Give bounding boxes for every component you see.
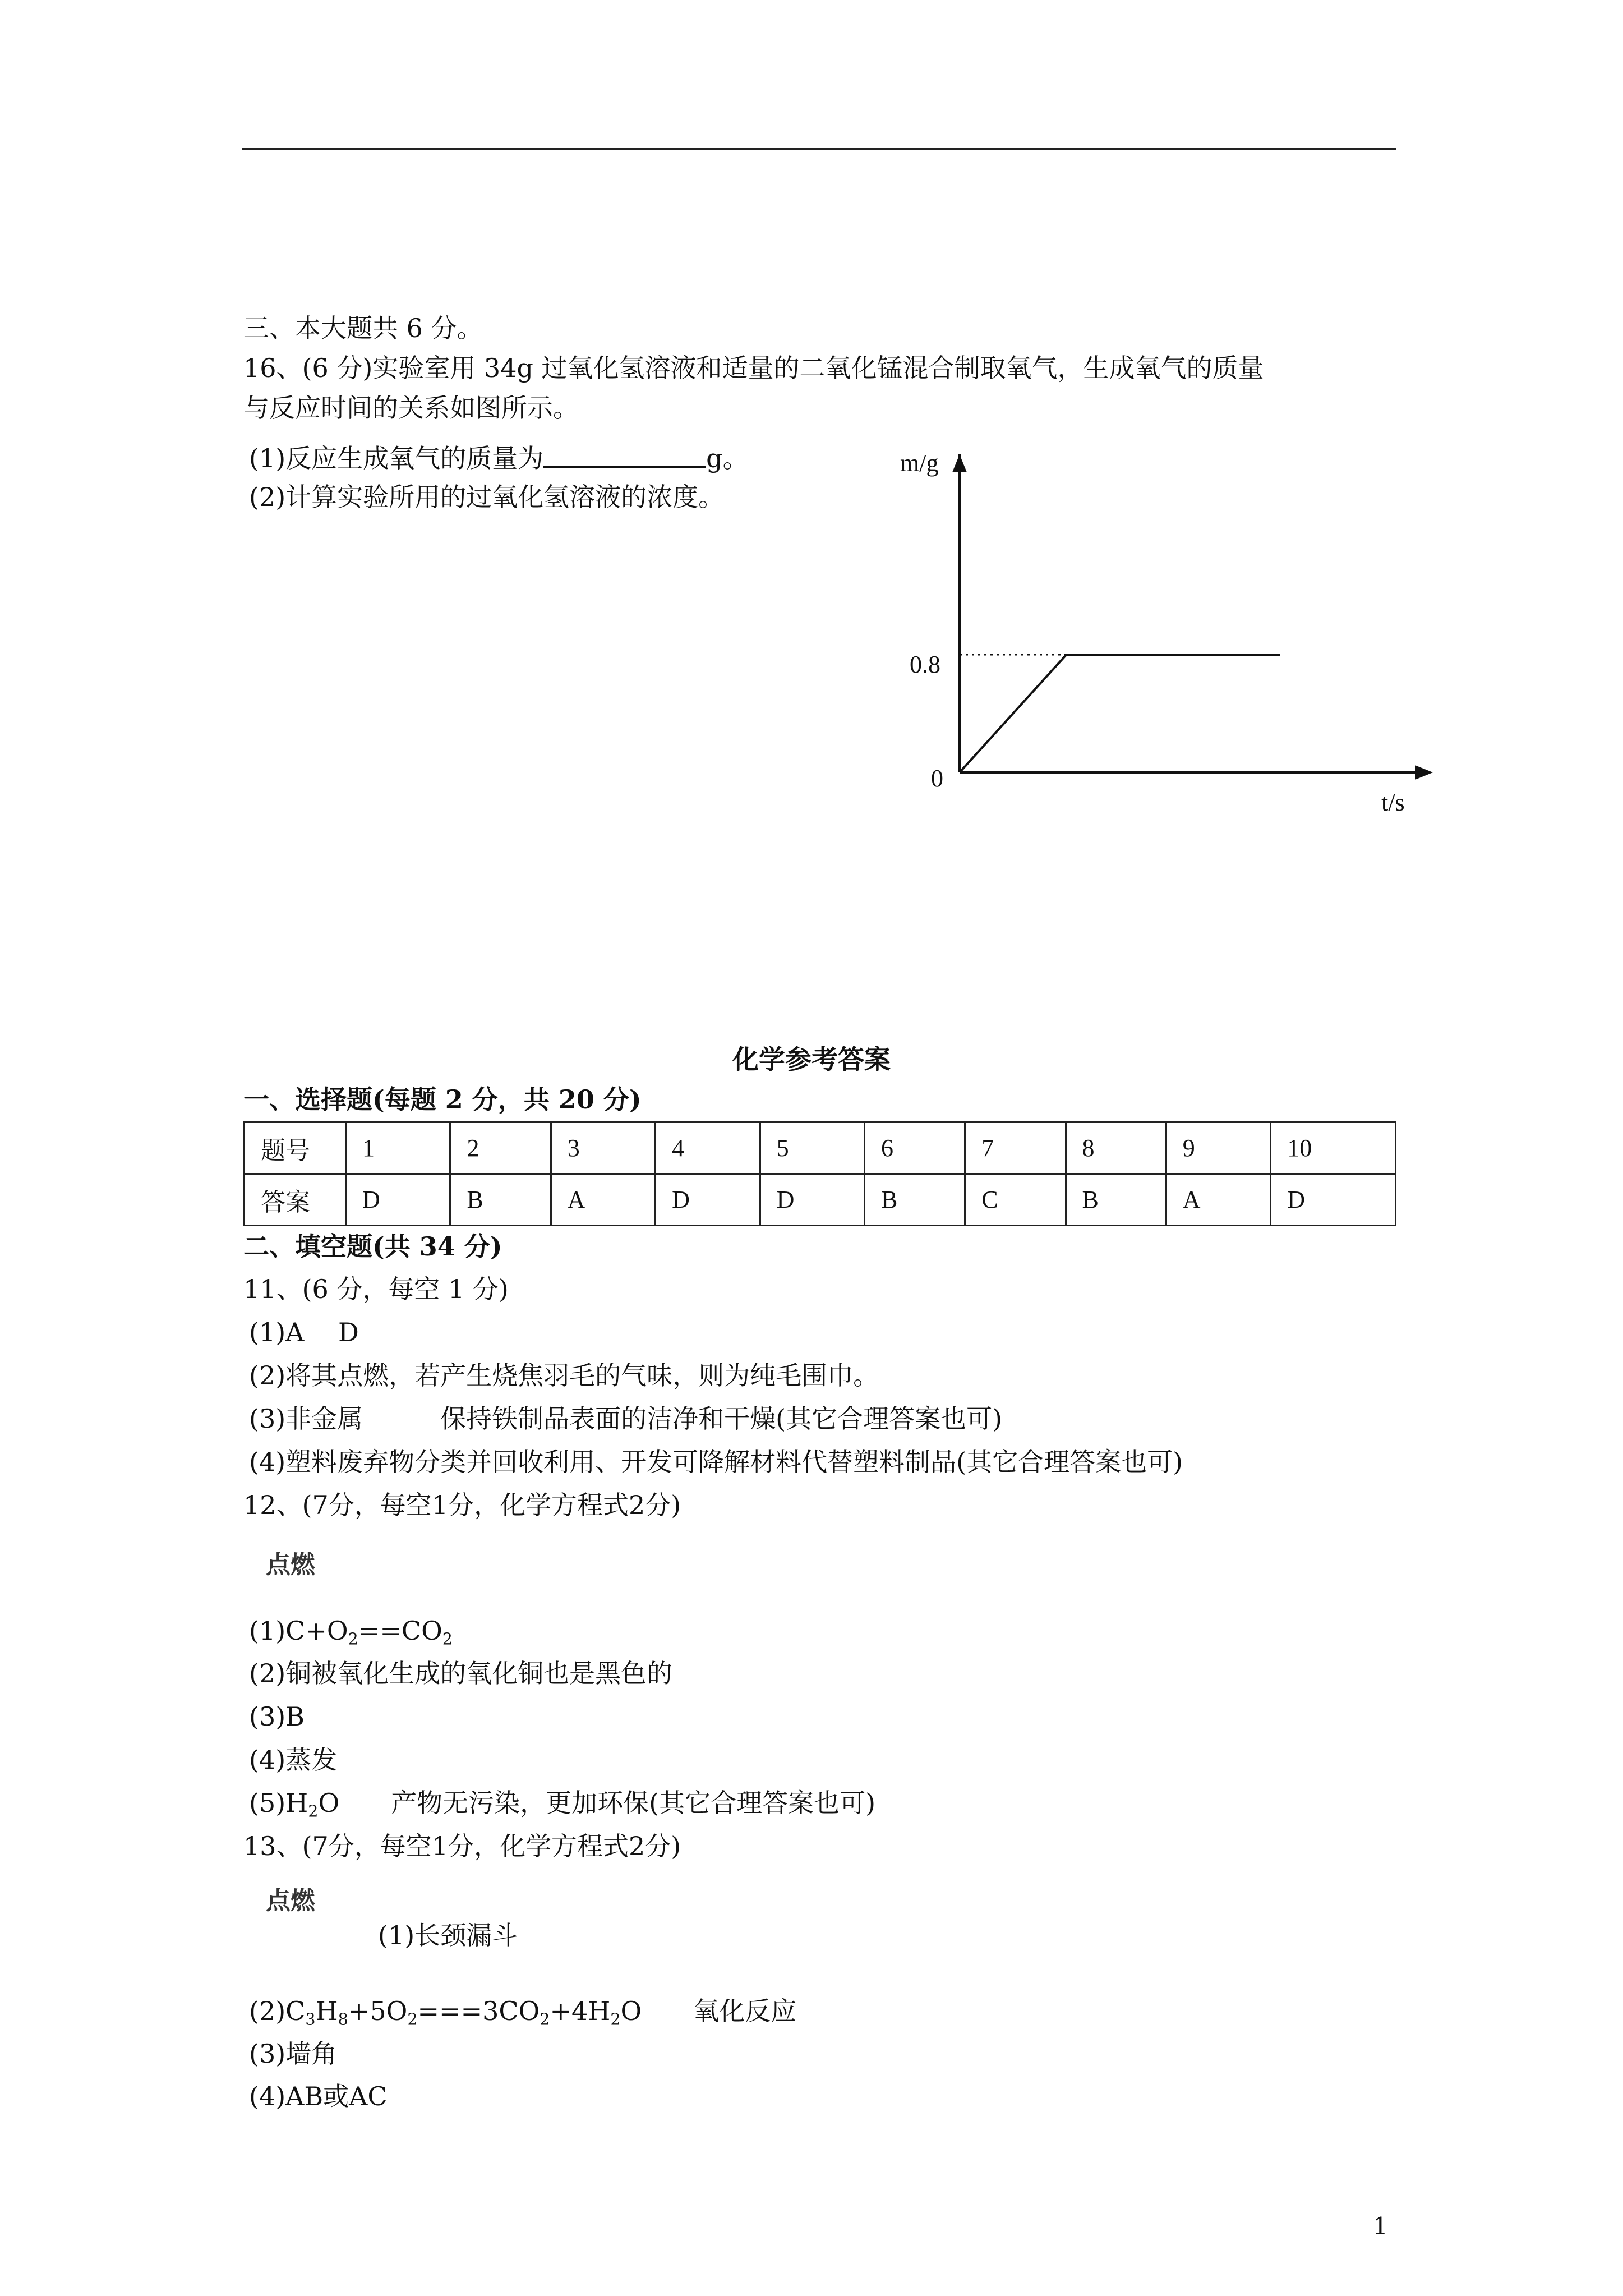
y-axis-label: m/g xyxy=(900,449,939,477)
oxygen-mass-time-chart xyxy=(864,438,1447,841)
origin-label: 0 xyxy=(931,765,943,792)
q13-answer-3: (3)墙角 xyxy=(249,2039,338,2069)
section-one-heading: 一、选择题(每题 2 分，共 20 分) xyxy=(243,1084,642,1115)
subscript: 3 xyxy=(305,2010,316,2029)
table-cell: A xyxy=(551,1174,655,1226)
subscript: 2 xyxy=(407,2010,418,2029)
q12-answer-3: (3)B xyxy=(249,1701,305,1732)
table-cell: 9 xyxy=(1166,1122,1270,1174)
q12-answer-4: (4)蒸发 xyxy=(249,1745,338,1775)
q12-answer-2: (2)铜被氧化生成的氧化铜也是黑色的 xyxy=(249,1658,673,1688)
page-number: 1 xyxy=(1373,2212,1388,2240)
q13-header: 13、(7分，每空1分，化学方程式2分) xyxy=(243,1831,681,1861)
q11-answer-4: (4)塑料废弃物分类并回收利用、开发可降解材料代替塑料制品(其它合理答案也可) xyxy=(249,1447,1183,1477)
q13-answer-4: (4)AB或AC xyxy=(249,2081,388,2111)
table-cell: 4 xyxy=(656,1122,760,1174)
equation-part: (2)C xyxy=(249,1996,306,2026)
table-cell: D xyxy=(656,1174,760,1226)
q12-header: 12、(7分，每空1分，化学方程式2分) xyxy=(243,1490,681,1520)
equation-part: O 氧化反应 xyxy=(620,1996,797,2026)
table-cell: C xyxy=(965,1174,1066,1226)
subscript: 2 xyxy=(540,2010,550,2029)
equation-part: (5)H xyxy=(249,1788,308,1818)
q13-ignite-condition: 点燃 xyxy=(266,1887,315,1915)
table-header-cell: 答案 xyxy=(245,1174,346,1226)
subscript: 2 xyxy=(348,1630,358,1649)
q16-intro-line1: 16、(6 分)实验室用 34g 过氧化氢溶液和适量的二氧化锰混合制取氧气，生成氧气的质量 xyxy=(243,353,1264,383)
table-cell: D xyxy=(346,1174,450,1226)
subscript: 2 xyxy=(610,2010,621,2029)
table-cell: 8 xyxy=(1066,1122,1166,1174)
equation-part: H xyxy=(315,1996,338,2026)
q13-answer-2 xyxy=(249,1994,796,2028)
table-row xyxy=(245,1122,1396,1174)
q11-header: 11、(6 分，每空 1 分) xyxy=(243,1274,509,1304)
table-cell: 5 xyxy=(760,1122,864,1174)
section-two-heading: 二、填空题(共 34 分) xyxy=(243,1231,502,1262)
table-cell: B xyxy=(450,1174,551,1226)
table-cell: B xyxy=(865,1174,965,1226)
q13-answer-1: (1)长颈漏斗 xyxy=(378,1920,518,1950)
table-cell: 6 xyxy=(865,1122,965,1174)
q11-answer-1: (1)A D xyxy=(249,1317,359,1347)
series-line xyxy=(960,655,1280,772)
table-row xyxy=(245,1174,1396,1226)
answer-table xyxy=(243,1121,1396,1226)
table-cell: 3 xyxy=(551,1122,655,1174)
q16-intro-line2: 与反应时间的关系如图所示。 xyxy=(243,393,579,423)
q16-item1 xyxy=(249,440,749,475)
q12-ignite-condition: 点燃 xyxy=(266,1550,315,1579)
header-rule xyxy=(242,148,1396,150)
q16-item1-prefix: (1)反应生成氧气的质量为 xyxy=(249,443,544,473)
subscript: 8 xyxy=(338,2010,348,2029)
table-cell: 2 xyxy=(450,1122,551,1174)
table-cell: D xyxy=(1271,1174,1396,1226)
q12-answer-5 xyxy=(249,1786,875,1820)
table-cell: 7 xyxy=(965,1122,1066,1174)
x-axis-label: t/s xyxy=(1381,789,1405,816)
y-axis-arrow-icon xyxy=(952,454,967,472)
table-cell: A xyxy=(1166,1174,1270,1226)
equation-part: O 产物无污染，更加环保(其它合理答案也可) xyxy=(318,1788,876,1818)
answer-blank xyxy=(543,440,706,468)
table-cell: D xyxy=(760,1174,864,1226)
table-cell: 10 xyxy=(1271,1122,1396,1174)
y-tick-label-0.8: 0.8 xyxy=(910,651,940,678)
q11-answer-3: (3)非金属 保持铁制品表面的洁净和干燥(其它合理答案也可) xyxy=(249,1404,1003,1434)
q16-item2: (2)计算实验所用的过氧化氢溶液的浓度。 xyxy=(249,482,725,512)
answers-title: 化学参考答案 xyxy=(732,1045,891,1075)
q16-item1-suffix: g。 xyxy=(706,443,749,473)
table-cell: 1 xyxy=(346,1122,450,1174)
q12-answer-1 xyxy=(249,1614,453,1648)
subscript: 2 xyxy=(308,1802,319,1821)
section-three-heading: 三、本大题共 6 分。 xyxy=(243,313,483,343)
equation-part: +4H xyxy=(550,1996,611,2026)
table-header-cell: 题号 xyxy=(245,1122,346,1174)
table-cell: B xyxy=(1066,1174,1166,1226)
equation-part: +5O xyxy=(348,1996,408,2026)
equation-part: ==CO xyxy=(358,1616,442,1646)
subscript: 2 xyxy=(442,1630,453,1649)
equation-part: ===3CO xyxy=(417,1996,540,2026)
equation-part: (1)C+O xyxy=(249,1616,348,1646)
q11-answer-2: (2)将其点燃，若产生烧焦羽毛的气味，则为纯毛围巾。 xyxy=(249,1360,879,1391)
x-axis-arrow-icon xyxy=(1415,765,1433,780)
